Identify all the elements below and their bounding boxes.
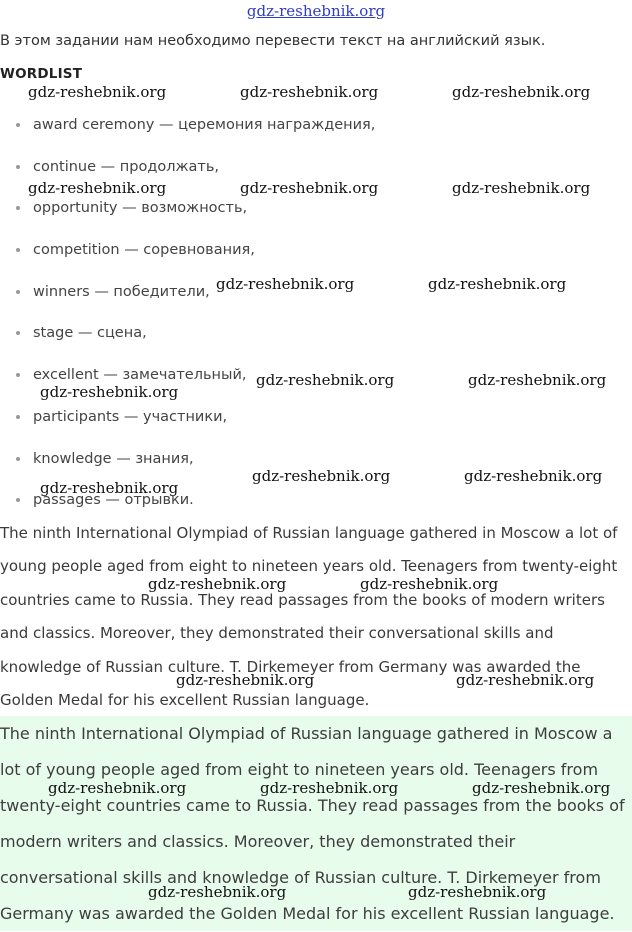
watermark: gdz-reshebnik.org [216, 275, 355, 293]
wordlist [0, 110, 375, 527]
watermark: gdz-reshebnik.org [40, 479, 179, 497]
watermark: gdz-reshebnik.org [240, 83, 379, 101]
wordlist-item: opportunity — возможность, [0, 193, 375, 235]
watermark: gdz-reshebnik.org [472, 779, 611, 797]
watermark: gdz-reshebnik.org [468, 371, 607, 389]
wordlist-item: competition — соревнования, [0, 235, 375, 277]
wordlist-item: winners — победители, [0, 277, 375, 319]
wordlist-item: continue — продолжать, [0, 152, 375, 194]
watermark: gdz-reshebnik.org [148, 575, 287, 593]
intro-text: В этом задании нам необходимо перевести текст на английский язык. [0, 33, 546, 49]
highlighted-answer-text: The ninth International Olympiad of Russian language gathered in Moscow a lot of young people aged from eight to nineteen years old. Teenagers from twenty-eight countries came to Russia. They read passages from the books of modern writers and classics. Moreover, they demonstrated their conversational skills and knowledge of Russian culture. T. Dirkemeyer from Germany was awarded the Golden Medal for his excellent Russian language. [0, 716, 632, 931]
watermark: gdz-reshebnik.org [456, 671, 595, 689]
watermark: gdz-reshebnik.org [148, 883, 287, 901]
watermark: gdz-reshebnik.org [48, 779, 187, 797]
watermark: gdz-reshebnik.org [408, 883, 547, 901]
source-text: The ninth International Olympiad of Russian language gathered in Moscow a lot of young people aged from eight to nineteen years old. Teenagers from twenty-eight countries came to Russia. They read passages from the books of modern writers and classics. Moreover, they demonstrated their conversational skills and knowledge of Russian culture. T. Dirkemeyer from Germany was awarded the Golden Medal for his excellent Russian language. [0, 524, 618, 710]
watermark: gdz-reshebnik.org [176, 671, 315, 689]
watermark: gdz-reshebnik.org [28, 179, 167, 197]
watermark: gdz-reshebnik.org [428, 275, 567, 293]
wordlist-item: knowledge — знания, [0, 444, 375, 486]
watermark: gdz-reshebnik.org [240, 179, 379, 197]
wordlist-item: participants — участники, [0, 402, 375, 444]
watermark: gdz-reshebnik.org [360, 575, 499, 593]
watermark: gdz-reshebnik.org [252, 467, 391, 485]
watermark: gdz-reshebnik.org [464, 467, 603, 485]
watermark: gdz-reshebnik.org [452, 179, 591, 197]
wordlist-item: stage — сцена, [0, 318, 375, 360]
wordlist-item: excellent — замечательный, [0, 360, 375, 402]
watermark: gdz-reshebnik.org [260, 779, 399, 797]
watermark: gdz-reshebnik.org [40, 383, 179, 401]
watermark: gdz-reshebnik.org [452, 83, 591, 101]
site-link[interactable]: gdz-reshebnik.org [246, 2, 386, 20]
wordlist-item: passages — отрывки. [0, 485, 375, 527]
watermark: gdz-reshebnik.org [256, 371, 395, 389]
wordlist-item: award ceremony — церемония награждения, [0, 110, 375, 152]
wordlist-title: WORDLIST [0, 66, 83, 82]
watermark: gdz-reshebnik.org [28, 83, 167, 101]
